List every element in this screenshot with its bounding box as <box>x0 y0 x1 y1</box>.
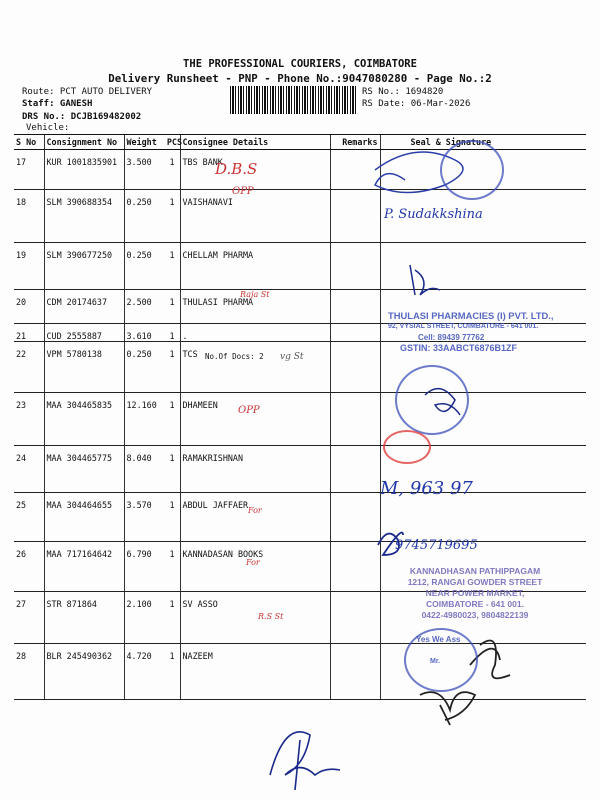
seal-round-22 <box>395 365 469 435</box>
row-sno: 22 <box>14 342 44 393</box>
hw-opp-1: OPP <box>232 186 254 197</box>
row-consignee: DHAMEEN <box>180 393 330 446</box>
kannadasan-stamp <box>395 566 555 621</box>
row-sno: 26 <box>14 542 44 592</box>
docs-note: No.Of Docs: 2 <box>205 352 264 361</box>
col-consignee: Consignee Details <box>180 135 330 150</box>
rs-date: RS Date: 06-Mar-2026 <box>362 99 471 109</box>
kannadasan-phone: 0422-4980023, 9804822139 <box>421 610 529 620</box>
row-consignee: CHELLAM PHARMA <box>180 243 330 290</box>
row-pcs: 1 <box>169 599 175 609</box>
hw-raja-st: Raja St <box>240 290 270 299</box>
col-consignment: Consignment No <box>44 135 124 150</box>
row-consignee: KANNADASAN BOOKS <box>180 542 330 592</box>
row-weight: 3.570 <box>126 500 152 510</box>
col-weight-pcs: Weight PCS <box>124 135 180 150</box>
col-sno: S No <box>14 135 44 150</box>
row-consignee: NAZEEM <box>180 644 330 700</box>
row-sno: 18 <box>14 190 44 243</box>
col-remarks: Remarks <box>330 135 380 150</box>
row-consignment-no: CDM 20174637 <box>44 290 124 324</box>
row-pcs: 1 <box>169 453 175 463</box>
thulasi-address: 92, VYSIAL STREET, COIMBATORE - 641 001. <box>388 323 539 330</box>
row-weight: 12.160 <box>126 400 157 410</box>
row-sno: 25 <box>14 493 44 542</box>
row-consignee: THULASI PHARMA <box>180 290 330 324</box>
row-weight: 8.040 <box>126 453 152 463</box>
drs-text: DRS No.: DCJB169482002 <box>22 112 142 122</box>
thulasi-gstin: GSTIN: 33AABCT6876B1ZF <box>400 343 518 353</box>
runsheet-subtitle: Delivery Runsheet - PNP - Phone No.:9047080280 - Page No.:2 <box>108 72 492 85</box>
row-consignment-no: MAA 304464655 <box>44 493 124 542</box>
row-weight: 0.250 <box>126 197 152 207</box>
row-sno: 17 <box>14 150 44 190</box>
hw-for-1: For <box>248 506 262 515</box>
hw-sudakkshina: P. Sudakkshina <box>384 207 483 222</box>
signature-19 <box>410 265 440 295</box>
row-consignment-no: STR 871864 <box>44 592 124 644</box>
row-consignee: ABDUL JAFFAER <box>180 493 330 542</box>
row-pcs: 1 <box>169 651 175 661</box>
vehicle-text: Vehicle: <box>26 123 70 133</box>
hw-opp-2: OPP <box>238 405 260 416</box>
row-consignee: . <box>180 324 330 342</box>
row-weight: 6.790 <box>126 549 152 559</box>
row-consignment-no: SLM 390688354 <box>44 190 124 243</box>
staff-text: Staff: GANESH <box>22 99 93 109</box>
row-consignment-no: MAA 304465835 <box>44 393 124 446</box>
seal-red-23 <box>383 430 431 464</box>
row-weight: 2.500 <box>126 297 152 307</box>
company-title: THE PROFESSIONAL COURIERS, COIMBATORE <box>183 58 417 70</box>
row-consignment-no: VPM 5780138 <box>44 342 124 393</box>
row-pcs: 1 <box>169 250 175 260</box>
row-pcs: 1 <box>169 549 175 559</box>
row-consignment-no: MAA 304465775 <box>44 446 124 493</box>
row-sno: 24 <box>14 446 44 493</box>
row-weight: 3.500 <box>126 157 152 167</box>
col-seal: Seal & Signature <box>380 135 586 150</box>
row-consignee: TCS <box>180 342 330 393</box>
row-consignee: TBS BANK <box>180 150 330 190</box>
row-weight: 0.250 <box>126 349 152 359</box>
row-sno: 21 <box>14 324 44 342</box>
kannadasan-name: KANNADHASAN PATHIPPAGAM <box>409 566 541 576</box>
row-weight: 0.250 <box>126 250 152 260</box>
hw-dbs: D.B.S <box>215 160 258 178</box>
row-pcs: 1 <box>169 349 175 359</box>
yes-we-stamp-text: Yes We Ass <box>416 635 461 644</box>
kannadasan-city: COIMBATORE - 641 001. <box>426 599 524 609</box>
kannadasan-addr1: 1212, RANGAI GOWDER STREET <box>407 577 543 587</box>
row-weight: 2.100 <box>126 599 152 609</box>
seal-round-17 <box>440 140 504 200</box>
row-pcs: 1 <box>169 331 175 341</box>
row-consignment-no: CUD 2555887 <box>44 324 124 342</box>
hw-phone: 9745719695 <box>395 538 478 553</box>
hw-vg-st: vg St <box>280 352 304 362</box>
row-consignment-no: SLM 390677250 <box>44 243 124 290</box>
hw-for-2: For <box>246 558 260 567</box>
row-sno: 28 <box>14 644 44 700</box>
row-sno: 23 <box>14 393 44 446</box>
row-weight: 4.720 <box>126 651 152 661</box>
row-weight: 3.610 <box>126 331 152 341</box>
thulasi-name: THULASI PHARMACIES (I) PVT. LTD., <box>388 310 554 321</box>
rs-number: RS No.: 1694820 <box>362 87 444 97</box>
signature-28 <box>420 692 475 725</box>
row-consignee: SV ASSO <box>180 592 330 644</box>
thulasi-cell: Cell: 89439 77762 <box>418 333 485 342</box>
hw-rs-st: R.S St <box>258 612 284 621</box>
row-consignment-no: BLR 245490362 <box>44 644 124 700</box>
row-pcs: 1 <box>169 297 175 307</box>
row-pcs: 1 <box>169 157 175 167</box>
row-sno: 27 <box>14 592 44 644</box>
row-consignee: RAMAKRISHNAN <box>180 446 330 493</box>
row-pcs: 1 <box>169 400 175 410</box>
mr-stamp-text: Mr. <box>430 658 441 665</box>
row-consignment-no: MAA 717164642 <box>44 542 124 592</box>
hw-mobile: M, 963 97 <box>380 478 473 499</box>
row-pcs: 1 <box>169 500 175 510</box>
bottom-signature <box>270 732 340 790</box>
kannadasan-addr2: NEAR POWER MARKET, <box>425 588 525 598</box>
thulasi-stamp <box>388 310 588 354</box>
route-text: Route: PCT AUTO DELIVERY <box>22 87 153 97</box>
row-consignment-no: KUR 1001835901 <box>44 150 124 190</box>
row-pcs: 1 <box>169 197 175 207</box>
row-consignee: VAISHANAVI <box>180 190 330 243</box>
row-sno: 20 <box>14 290 44 324</box>
row-sno: 19 <box>14 243 44 290</box>
signature-25 <box>378 533 403 556</box>
